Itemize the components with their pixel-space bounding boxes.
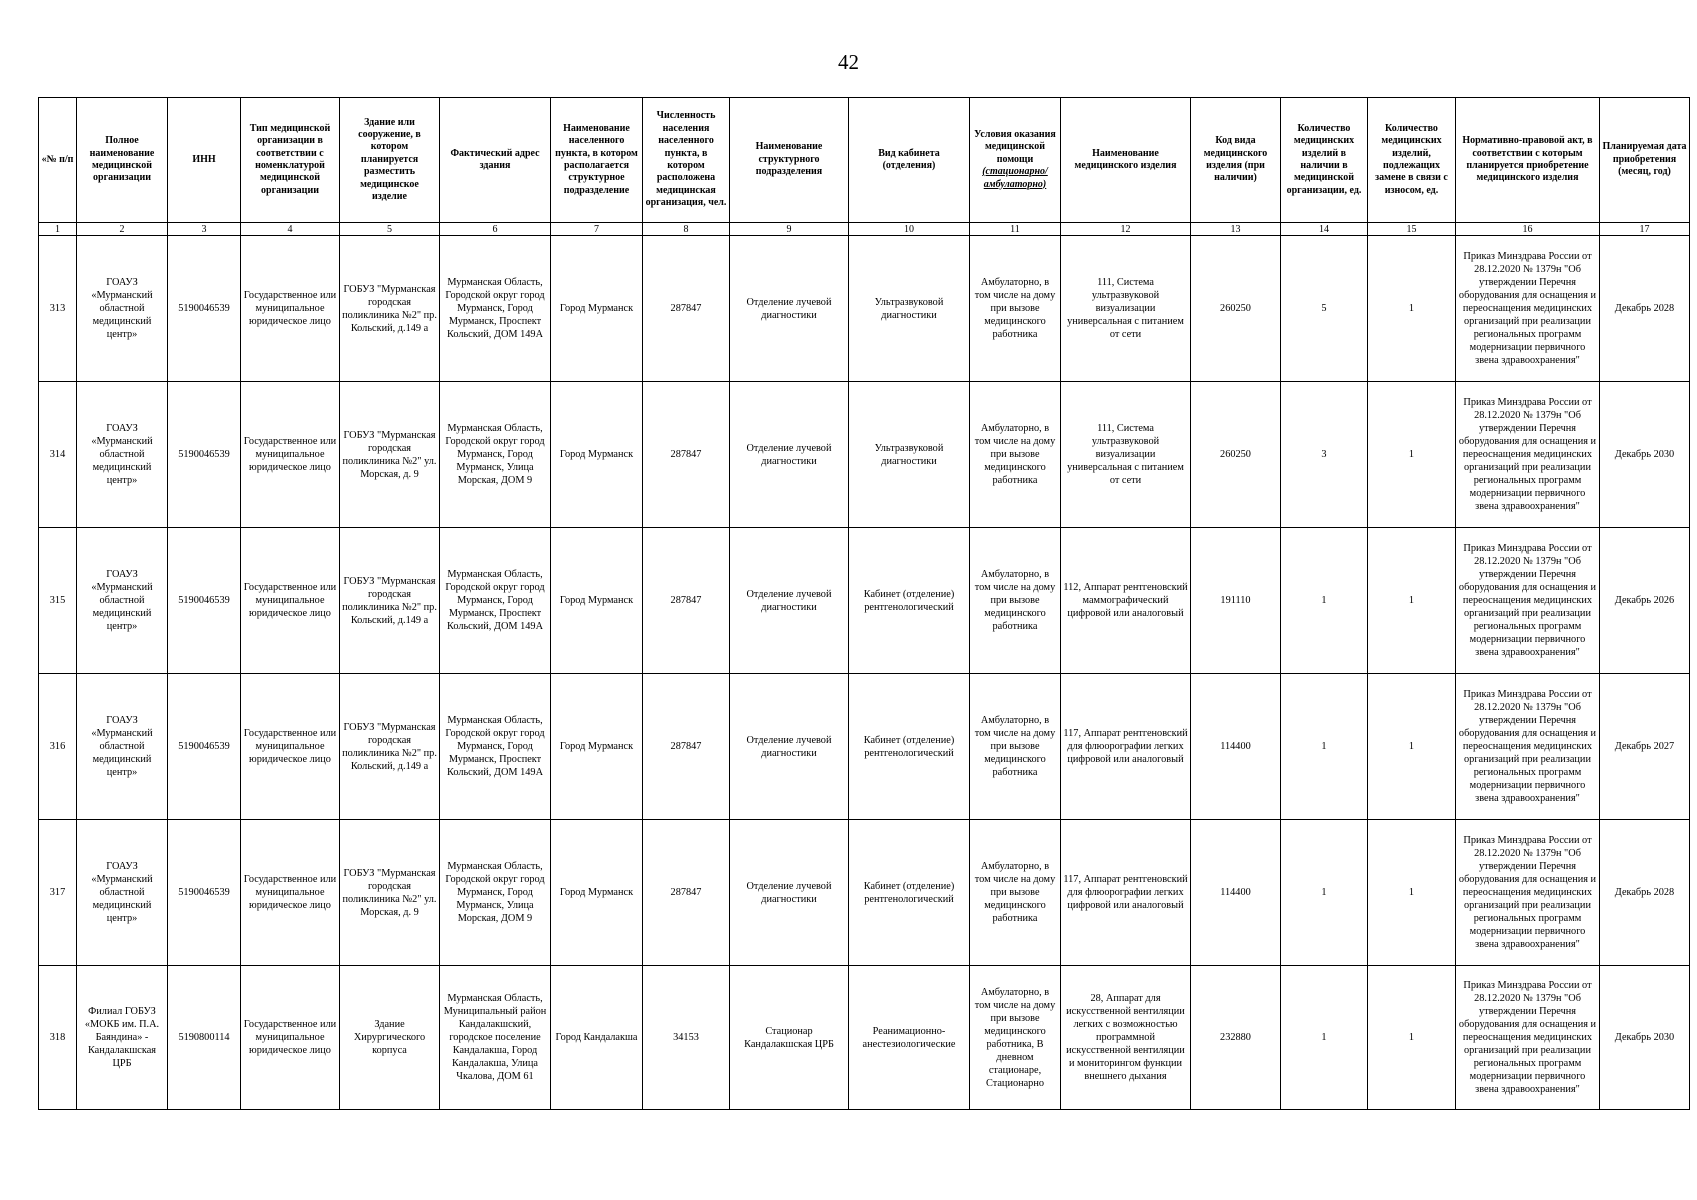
column-number: 15 xyxy=(1368,223,1456,236)
care-conditions-cell: Амбулаторно, в том числе на дому при вызове медицинского работника, В дневном стационаре, Стационарно xyxy=(970,966,1061,1110)
column-number: 12 xyxy=(1061,223,1191,236)
device-code-cell: 260250 xyxy=(1191,236,1281,382)
quantity-available-cell: 1 xyxy=(1281,820,1368,966)
legal-act-cell: Приказ Минздрава России от 28.12.2020 № 1379н "Об утверждении Перечня оборудования для оснащения и переоснащения медицинских организаций при реализации региональных программ модернизации первичного звена здравоохранения" xyxy=(1456,966,1600,1110)
planned-date-cell: Декабрь 2026 xyxy=(1600,528,1690,674)
legal-act-cell: Приказ Минздрава России от 28.12.2020 № 1379н "Об утверждении Перечня оборудования для оснащения и переоснащения медицинских организаций при реализации региональных программ модернизации первичного звена здравоохранения" xyxy=(1456,382,1600,528)
building-cell: ГОБУЗ "Мурманская городская поликлиника №2" пр. Кольский, д.149 а xyxy=(340,528,440,674)
address-cell: Мурманская Область, Городской округ город Мурманск, Город Мурманск, Улица Морская, ДОМ 9 xyxy=(440,382,551,528)
header-cell: Здание или сооружение, в котором планируется разместить медицинское изделие xyxy=(340,98,440,223)
address-cell: Мурманская Область, Городской округ город Мурманск, Город Мурманск, Улица Морская, ДОМ 9 xyxy=(440,820,551,966)
quantity-to-replace-cell: 1 xyxy=(1368,528,1456,674)
device-code-cell: 191110 xyxy=(1191,528,1281,674)
column-number: 4 xyxy=(241,223,340,236)
inn-cell: 5190046539 xyxy=(168,382,241,528)
address-cell: Мурманская Область, Муниципальный район Кандалакшский, городское поселение Кандалакша, Город Кандалакша, Улица Чкалова, ДОМ 61 xyxy=(440,966,551,1110)
row-number-cell: 316 xyxy=(39,674,77,820)
organization-type-cell: Государственное или муниципальное юридическое лицо xyxy=(241,382,340,528)
care-conditions-cell: Амбулаторно, в том числе на дому при вызове медицинского работника xyxy=(970,528,1061,674)
address-cell: Мурманская Область, Городской округ город Мурманск, Город Мурманск, Проспект Кольский, ДОМ 149А xyxy=(440,236,551,382)
quantity-to-replace-cell: 1 xyxy=(1368,674,1456,820)
device-code-cell: 114400 xyxy=(1191,820,1281,966)
table-row xyxy=(39,382,1690,528)
population-cell: 287847 xyxy=(643,382,730,528)
legal-act-cell: Приказ Минздрава России от 28.12.2020 № 1379н "Об утверждении Перечня оборудования для оснащения и переоснащения медицинских организаций при реализации региональных программ модернизации первичного звена здравоохранения" xyxy=(1456,528,1600,674)
column-number: 2 xyxy=(77,223,168,236)
header-cell: ИНН xyxy=(168,98,241,223)
cabinet-type-cell: Кабинет (отделение) рентгенологический xyxy=(849,820,970,966)
planned-date-cell: Декабрь 2030 xyxy=(1600,966,1690,1110)
column-number: 9 xyxy=(730,223,849,236)
legal-act-cell: Приказ Минздрава России от 28.12.2020 № 1379н "Об утверждении Перечня оборудования для оснащения и переоснащения медицинских организаций при реализации региональных программ модернизации первичного звена здравоохранения" xyxy=(1456,820,1600,966)
page-number: 42 xyxy=(838,50,859,74)
quantity-to-replace-cell: 1 xyxy=(1368,382,1456,528)
equipment-table xyxy=(38,97,1690,1110)
cabinet-type-cell: Реанимационно-анестезиологические xyxy=(849,966,970,1110)
row-number-cell: 314 xyxy=(39,382,77,528)
column-number: 14 xyxy=(1281,223,1368,236)
header-cell: Нормативно-правовой акт, в соответствии с которым планируется приобретение медицинского изделия xyxy=(1456,98,1600,223)
building-cell: ГОБУЗ "Мурманская городская поликлиника №2" ул. Морская, д. 9 xyxy=(340,820,440,966)
organization-name-cell: ГОАУЗ «Мурманский областной медицинский центр» xyxy=(77,528,168,674)
header-cell: Наименование населенного пункта, в котором располагается структурное подразделение xyxy=(551,98,643,223)
cabinet-type-cell: Ультразвуковой диагностики xyxy=(849,236,970,382)
building-cell: Здание Хирургического корпуса xyxy=(340,966,440,1110)
planned-date-cell: Декабрь 2028 xyxy=(1600,820,1690,966)
locality-cell: Город Мурманск xyxy=(551,674,643,820)
header-cell: Наименование структурного подразделения xyxy=(730,98,849,223)
device-code-cell: 260250 xyxy=(1191,382,1281,528)
column-number: 8 xyxy=(643,223,730,236)
device-name-cell: 117, Аппарат рентгеновский для флюорографии легких цифровой или аналоговый xyxy=(1061,820,1191,966)
planned-date-cell: Декабрь 2030 xyxy=(1600,382,1690,528)
structural-unit-cell: Отделение лучевой диагностики xyxy=(730,382,849,528)
table-row xyxy=(39,528,1690,674)
header-cell: Количество медицинских изделий, подлежащих замене в связи с износом, ед. xyxy=(1368,98,1456,223)
header-row xyxy=(39,98,1690,223)
population-cell: 34153 xyxy=(643,966,730,1110)
column-number-row xyxy=(39,223,1690,236)
quantity-available-cell: 1 xyxy=(1281,528,1368,674)
organization-type-cell: Государственное или муниципальное юридическое лицо xyxy=(241,674,340,820)
structural-unit-cell: Отделение лучевой диагностики xyxy=(730,674,849,820)
column-number: 10 xyxy=(849,223,970,236)
header-conditions-suffix: (стационарно/ амбулаторно) xyxy=(982,166,1048,190)
cabinet-type-cell: Ультразвуковой диагностики xyxy=(849,382,970,528)
column-number: 16 xyxy=(1456,223,1600,236)
population-cell: 287847 xyxy=(643,236,730,382)
header-cell: Код вида медицинского изделия (при наличии) xyxy=(1191,98,1281,223)
header-cell: Полное наименование медицинской организации xyxy=(77,98,168,223)
cabinet-type-cell: Кабинет (отделение) рентгенологический xyxy=(849,528,970,674)
quantity-available-cell: 5 xyxy=(1281,236,1368,382)
care-conditions-cell: Амбулаторно, в том числе на дому при вызове медицинского работника xyxy=(970,236,1061,382)
population-cell: 287847 xyxy=(643,528,730,674)
column-number: 11 xyxy=(970,223,1061,236)
address-cell: Мурманская Область, Городской округ город Мурманск, Город Мурманск, Проспект Кольский, ДОМ 149А xyxy=(440,528,551,674)
structural-unit-cell: Стационар Кандалакшская ЦРБ xyxy=(730,966,849,1110)
device-name-cell: 111, Система ультразвуковой визуализации универсальная с питанием от сети xyxy=(1061,236,1191,382)
device-code-cell: 114400 xyxy=(1191,674,1281,820)
building-cell: ГОБУЗ "Мурманская городская поликлиника №2" пр. Кольский, д.149 а xyxy=(340,674,440,820)
structural-unit-cell: Отделение лучевой диагностики xyxy=(730,528,849,674)
care-conditions-cell: Амбулаторно, в том числе на дому при вызове медицинского работника xyxy=(970,820,1061,966)
quantity-available-cell: 3 xyxy=(1281,382,1368,528)
population-cell: 287847 xyxy=(643,674,730,820)
device-name-cell: 111, Система ультразвуковой визуализации универсальная с питанием от сети xyxy=(1061,382,1191,528)
organization-type-cell: Государственное или муниципальное юридическое лицо xyxy=(241,966,340,1110)
header-cell-conditions xyxy=(970,98,1061,223)
organization-name-cell: ГОАУЗ «Мурманский областной медицинский центр» xyxy=(77,820,168,966)
device-name-cell: 112, Аппарат рентгеновский маммографический цифровой или аналоговый xyxy=(1061,528,1191,674)
quantity-to-replace-cell: 1 xyxy=(1368,966,1456,1110)
inn-cell: 5190046539 xyxy=(168,236,241,382)
locality-cell: Город Мурманск xyxy=(551,820,643,966)
column-number: 7 xyxy=(551,223,643,236)
header-cell: Наименование медицинского изделия xyxy=(1061,98,1191,223)
organization-type-cell: Государственное или муниципальное юридическое лицо xyxy=(241,528,340,674)
table-row xyxy=(39,674,1690,820)
quantity-to-replace-cell: 1 xyxy=(1368,236,1456,382)
care-conditions-cell: Амбулаторно, в том числе на дому при вызове медицинского работника xyxy=(970,382,1061,528)
quantity-to-replace-cell: 1 xyxy=(1368,820,1456,966)
row-number-cell: 317 xyxy=(39,820,77,966)
quantity-available-cell: 1 xyxy=(1281,966,1368,1110)
locality-cell: Город Мурманск xyxy=(551,382,643,528)
inn-cell: 5190046539 xyxy=(168,820,241,966)
column-number: 3 xyxy=(168,223,241,236)
header-cell: Тип медицинской организации в соответствии с номенклатурой медицинской организации xyxy=(241,98,340,223)
quantity-available-cell: 1 xyxy=(1281,674,1368,820)
column-number: 5 xyxy=(340,223,440,236)
address-cell: Мурманская Область, Городской округ город Мурманск, Город Мурманск, Проспект Кольский, ДОМ 149А xyxy=(440,674,551,820)
organization-name-cell: ГОАУЗ «Мурманский областной медицинский центр» xyxy=(77,382,168,528)
organization-name-cell: ГОАУЗ «Мурманский областной медицинский центр» xyxy=(77,674,168,820)
population-cell: 287847 xyxy=(643,820,730,966)
header-cell: Фактический адрес здания xyxy=(440,98,551,223)
header-cell: «№ п/п xyxy=(39,98,77,223)
table-row xyxy=(39,820,1690,966)
structural-unit-cell: Отделение лучевой диагностики xyxy=(730,236,849,382)
inn-cell: 5190800114 xyxy=(168,966,241,1110)
legal-act-cell: Приказ Минздрава России от 28.12.2020 № 1379н "Об утверждении Перечня оборудования для оснащения и переоснащения медицинских организаций при реализации региональных программ модернизации первичного звена здравоохранения" xyxy=(1456,674,1600,820)
building-cell: ГОБУЗ "Мурманская городская поликлиника №2" пр. Кольский, д.149 а xyxy=(340,236,440,382)
cabinet-type-cell: Кабинет (отделение) рентгенологический xyxy=(849,674,970,820)
device-name-cell: 28, Аппарат для искусственной вентиляции легких с возможностью программной искусственной вентиляции и мониторингом функции внешнего дыхания xyxy=(1061,966,1191,1110)
structural-unit-cell: Отделение лучевой диагностики xyxy=(730,820,849,966)
table-row xyxy=(39,966,1690,1110)
organization-type-cell: Государственное или муниципальное юридическое лицо xyxy=(241,820,340,966)
header-cell: Количество медицинских изделий в наличии в медицинской организации, ед. xyxy=(1281,98,1368,223)
header-conditions-label: Условия оказания медицинской помощи xyxy=(974,128,1056,165)
row-number-cell: 315 xyxy=(39,528,77,674)
organization-name-cell: ГОАУЗ «Мурманский областной медицинский центр» xyxy=(77,236,168,382)
building-cell: ГОБУЗ "Мурманская городская поликлиника №2" ул. Морская, д. 9 xyxy=(340,382,440,528)
locality-cell: Город Мурманск xyxy=(551,528,643,674)
planned-date-cell: Декабрь 2028 xyxy=(1600,236,1690,382)
column-number: 1 xyxy=(39,223,77,236)
legal-act-cell: Приказ Минздрава России от 28.12.2020 № 1379н "Об утверждении Перечня оборудования для оснащения и переоснащения медицинских организаций при реализации региональных программ модернизации первичного звена здравоохранения" xyxy=(1456,236,1600,382)
inn-cell: 5190046539 xyxy=(168,674,241,820)
care-conditions-cell: Амбулаторно, в том числе на дому при вызове медицинского работника xyxy=(970,674,1061,820)
organization-type-cell: Государственное или муниципальное юридическое лицо xyxy=(241,236,340,382)
header-cell: Численность населения населенного пункта, в котором расположена медицинская организация, чел. xyxy=(643,98,730,223)
header-cell: Планируемая дата приобретения (месяц, год) xyxy=(1600,98,1690,223)
column-number: 6 xyxy=(440,223,551,236)
table-row xyxy=(39,236,1690,382)
column-number: 13 xyxy=(1191,223,1281,236)
organization-name-cell: Филиал ГОБУЗ «МОКБ им. П.А. Баяндина» - Кандалакшская ЦРБ xyxy=(77,966,168,1110)
locality-cell: Город Кандалакша xyxy=(551,966,643,1110)
inn-cell: 5190046539 xyxy=(168,528,241,674)
device-code-cell: 232880 xyxy=(1191,966,1281,1110)
locality-cell: Город Мурманск xyxy=(551,236,643,382)
device-name-cell: 117, Аппарат рентгеновский для флюорографии легких цифровой или аналоговый xyxy=(1061,674,1191,820)
planned-date-cell: Декабрь 2027 xyxy=(1600,674,1690,820)
header-cell: Вид кабинета (отделения) xyxy=(849,98,970,223)
column-number: 17 xyxy=(1600,223,1690,236)
row-number-cell: 313 xyxy=(39,236,77,382)
row-number-cell: 318 xyxy=(39,966,77,1110)
